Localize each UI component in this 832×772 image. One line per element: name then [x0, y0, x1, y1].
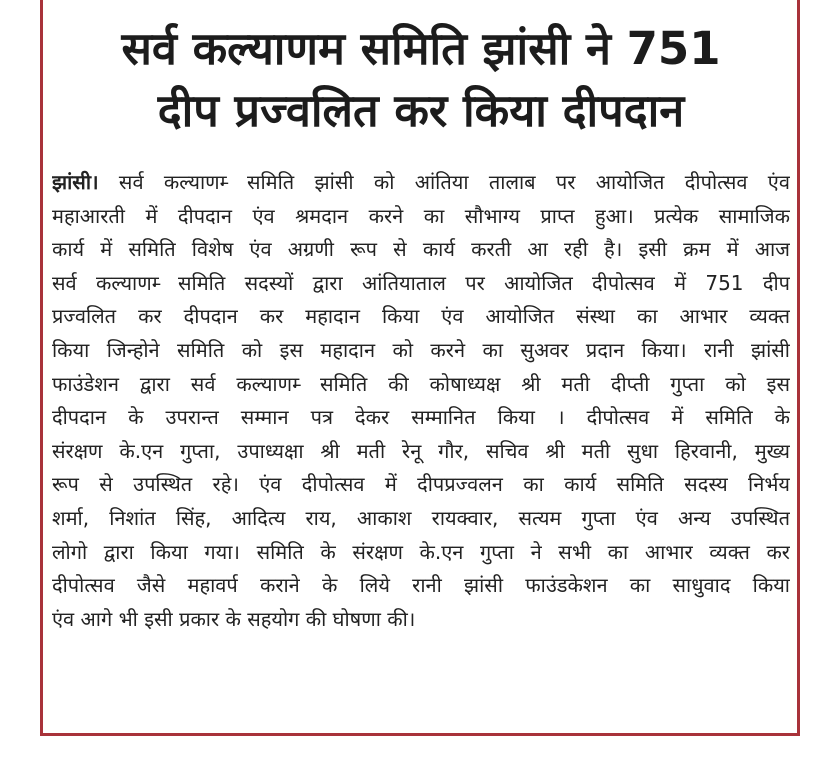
article-line-2: महाआरती में दीपदान एंव श्रमदान करने का सौभाग्य प्राप्त हुआ। प्रत्येक सामाजिक: [52, 203, 790, 228]
article-line-13: दीपोत्सव जैसे महावर्प कराने के लिये रानी झांसी फाउंडकेशन का साधुवाद किया: [52, 573, 790, 598]
article-line-3: कार्य में समिति विशेष एंव अग्रणी रूप से कार्य करती आ रही है। इसी क्रम में आज: [52, 237, 790, 262]
article-line-1-text: सर्व कल्याणम्‍ समिति झांसी को आंतिया तालाब पर आयोजित दीपोत्सव एंव: [98, 170, 790, 194]
article-line-12: लोगो द्वारा किया गया। समिति के संरक्षण के.एन गुप्ता ने सभी का आभार व्यक्त कर: [52, 539, 790, 564]
headline-line-1: सर्व कल्याणम समिति झांसी ने 751: [121, 22, 721, 75]
headline-line-2: दीप प्रज्वलित कर किया दीपदान: [157, 84, 685, 137]
article-line-10: रूप से उपस्थित रहे। एंव दीपोत्सव में दीपप्रज्वलन का कार्य समिति सदस्य निर्भय: [52, 472, 790, 497]
article-line-4: सर्व कल्याणम्‍ समिति सदस्यों द्वारा आंतियाताल पर आयोजित दीपोत्सव में 751 दीप: [52, 270, 790, 295]
article-line-5: प्रज्वलित कर दीपदान कर महादान किया एंव आयोजित संस्था का आभार व्यक्त: [52, 304, 790, 329]
dateline: झांसी।: [52, 170, 99, 194]
article-line-11: शर्मा, निशांत सिंह, आदित्य राय, आकाश रायक्वार, सत्यम गुप्ता एंव अन्य उपस्थित: [52, 505, 790, 530]
article-line-14: एंव आगे भी इसी प्रकार के सहयोग की घोषणा की।: [52, 606, 416, 631]
headline: [60, 18, 782, 142]
article-line-8: दीपदान के उपरान्त सम्मान पत्र देकर सम्मानित किया । दीपोत्सव में समिति के: [52, 405, 790, 430]
article-line-7: फाउंडेशन द्वारा सर्व कल्याणम्‍ समिति की कोषाध्यक्ष श्री मती दीप्ती गुप्ता को इस: [52, 371, 790, 396]
article-body: [52, 166, 790, 636]
article-line-6: किया जिन्होने समिति को इस महादान को करने का सुअवर प्रदान किया। रानी झांसी: [52, 337, 790, 362]
article-line-1: [52, 166, 790, 200]
article-line-9: संरक्षण के.एन गुप्ता, उपाध्यक्षा श्री मती रेनू गौर, सचिव श्री मती सुधा हिरवानी, मुख्य: [52, 438, 790, 463]
